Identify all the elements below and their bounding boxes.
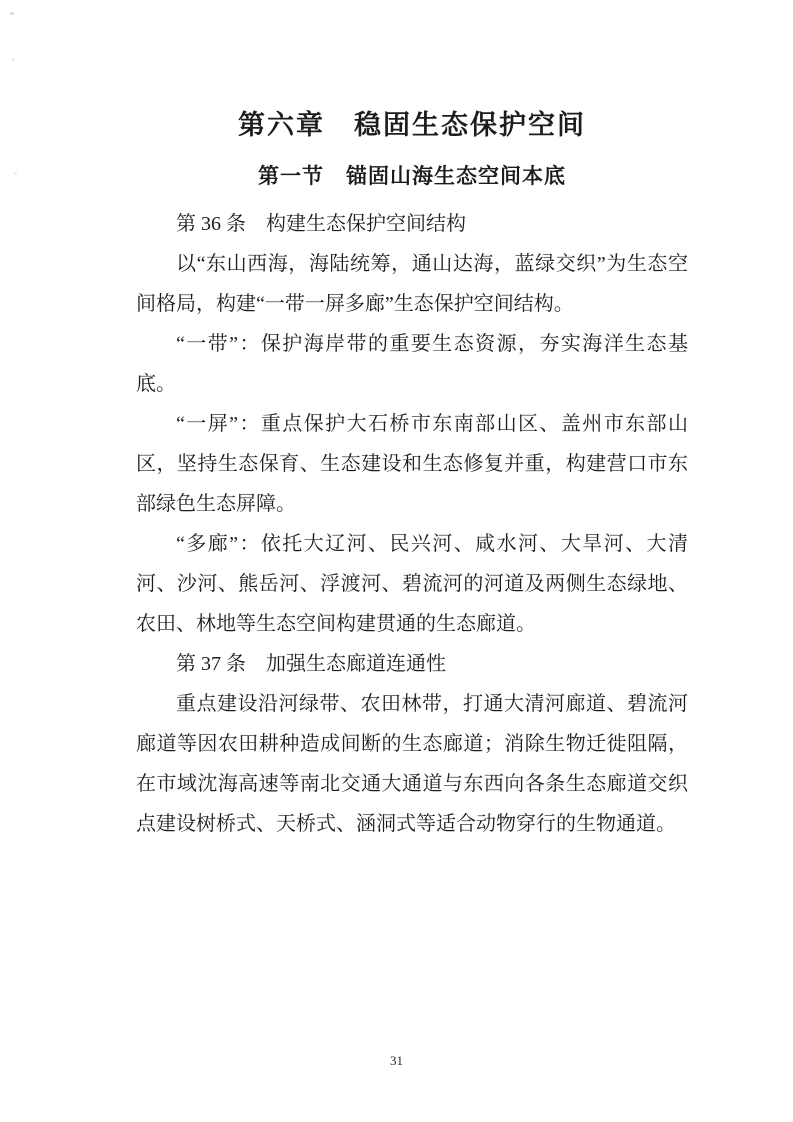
scan-artifact: [10, 12, 14, 15]
scan-artifact: [12, 58, 15, 61]
article-36-paragraph-3: “一屏”：重点保护大石桥市东南部山区、盖州市东部山区，坚持生态保育、生态建设和生态修复并重，构建营口市东部绿色生态屏障。: [136, 413, 688, 515]
article-36-heading: 第 36 条 构建生态保护空间结构: [176, 213, 466, 235]
page-number: 31: [390, 1053, 403, 1068]
article-36-paragraph-1: 以“东山西海，海陆统筹，通山达海，蓝绿交织”为生态空间格局，构建“一带一屏多廊”生态保护空间结构。: [136, 253, 688, 315]
section-title: 第一节 锚固山海生态空间本底: [258, 165, 566, 188]
article-37-paragraph-1: 重点建设沿河绿带、农田林带，打通大清河廊道、碧流河廊道等因农田耕种造成间断的生态廊道；消除生物迁徙阻隔，在市域沈海高速等南北交通大通道与东西向各条生态廊道交织点建设树桥式、天桥式、涵洞式等适合动物穿行的生物通道。: [136, 693, 688, 835]
article-36-paragraph-2: “一带”：保护海岸带的重要生态资源，夯实海洋生态基底。: [136, 333, 688, 395]
article-36-paragraph-4: “多廊”：依托大辽河、民兴河、咸水河、大旱河、大清河、沙河、熊岳河、浮渡河、碧流河的河道及两侧生态绿地、农田、林地等生态空间构建贯通的生态廊道。: [136, 533, 688, 635]
page-content: [136, 106, 688, 844]
article-37-heading: 第 37 条 加强生态廊道连通性: [176, 653, 446, 675]
chapter-title: 第六章 稳固生态保护空间: [238, 110, 586, 140]
scan-artifact: [14, 172, 17, 175]
